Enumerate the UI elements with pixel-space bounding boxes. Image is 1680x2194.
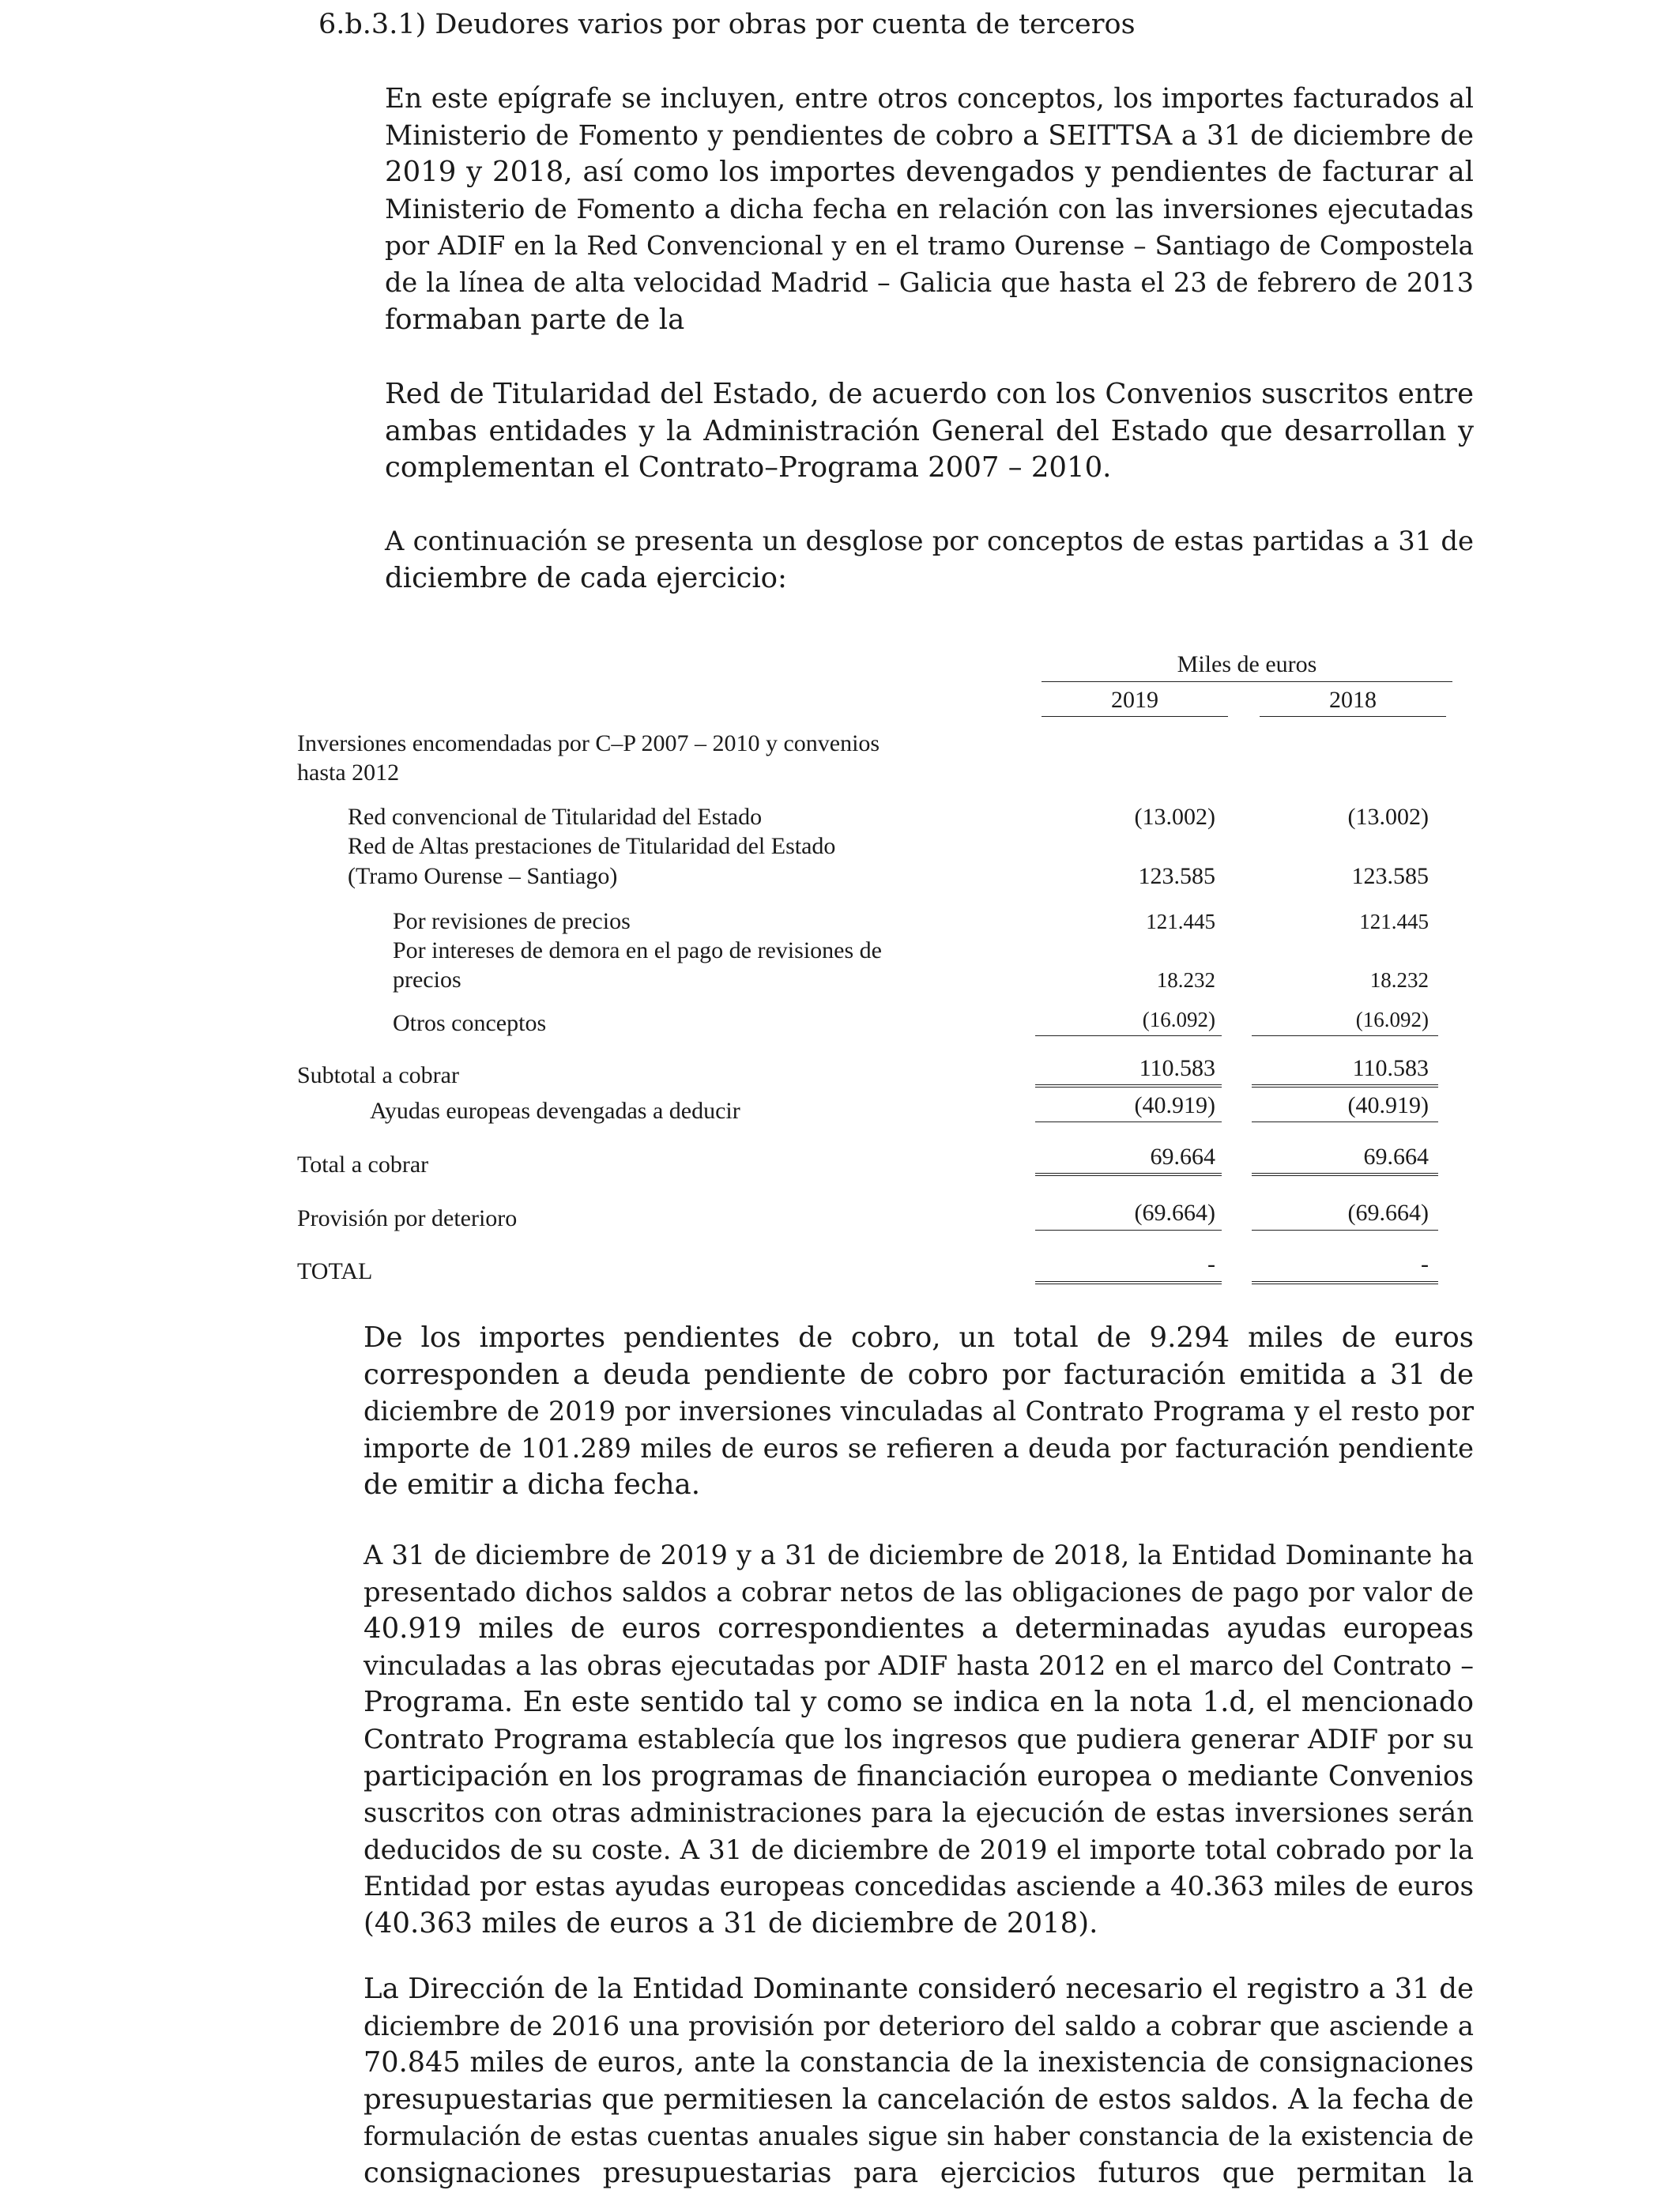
text-line: de emitir a dicha fecha.: [363, 1468, 700, 1502]
cell-2018: 110.583: [1352, 1055, 1429, 1081]
text-line: A 31 de diciembre de 2019 y a 31 de diciembre de 2018, la Entidad Dominante ha: [363, 1540, 1474, 1570]
section-label: hasta 2012: [297, 760, 400, 786]
cell-2018: 69.664: [1363, 1144, 1429, 1170]
column-double-rule-2019: [1035, 1084, 1222, 1088]
cell-2019: (16.092): [1142, 1008, 1215, 1031]
column-header-2019: 2019: [1111, 687, 1158, 713]
column-rule-2019: [1035, 1035, 1222, 1036]
text-line: 40.919 miles de euros correspondientes a determinadas ayudas europeas: [363, 1612, 1474, 1646]
text-line: diciembre de 2019 por inversiones vinculadas al Contrato Programa y el resto por: [363, 1396, 1474, 1427]
column-double-rule-2019: [1035, 1281, 1222, 1284]
text-line: A continuación se presenta un desglose por conceptos de estas partidas a 31 de: [385, 526, 1474, 556]
text-line: presupuestarias que permitiesen la cancelación de estos saldos. A la fecha de: [363, 2083, 1474, 2116]
cell-2018: 123.585: [1351, 863, 1429, 889]
row-label: Red convencional de Titularidad del Estado: [348, 804, 763, 830]
column-rule-2018: [1252, 1035, 1438, 1036]
text-line: complementan el Contrato–Programa 2007 – 2010.: [385, 451, 1112, 484]
cell-2018: (40.919): [1347, 1092, 1429, 1118]
text-line: diciembre de 2016 una provisión por deterioro del saldo a cobrar que asciende a: [363, 2010, 1474, 2042]
text-line: importe de 101.289 miles de euros se refieren a deuda por facturación pendiente: [363, 1432, 1474, 1464]
text-line: consignaciones presupuestarias para ejercicios futuros que permitan la: [363, 2156, 1474, 2189]
column-rule-2018: [1252, 1230, 1438, 1231]
header-rule: [1042, 681, 1452, 682]
cell-2019: (40.919): [1134, 1092, 1215, 1118]
cell-2018: 121.445: [1359, 910, 1429, 933]
cell-2019: 69.664: [1150, 1144, 1215, 1170]
text-line: Ministerio de Fomento a dicha fecha en relación con las inversiones ejecutadas: [385, 193, 1474, 225]
row-label: Por revisiones de precios: [393, 908, 631, 934]
text-line: 2019 y 2018, así como los importes devengados y pendientes de facturar al: [385, 156, 1474, 189]
cell-2019: (69.664): [1134, 1200, 1215, 1226]
row-label: Total a cobrar: [297, 1152, 429, 1178]
paragraph-saldos-netos: [363, 1537, 1474, 1943]
column-rule-2019: [1035, 1230, 1222, 1231]
paragraph-provision: [363, 1971, 1474, 2192]
paragraph-importes-pendientes: [363, 1320, 1474, 1504]
text-line: Ministerio de Fomento y pendientes de cobro a SEITTSA a 31 de diciembre de: [385, 119, 1474, 152]
text-line: En este epígrafe se incluyen, entre otros conceptos, los importes facturados al: [385, 83, 1474, 115]
cell-2019: 110.583: [1139, 1055, 1215, 1081]
text-line: formaban parte de la: [385, 303, 685, 336]
cell-2018: 18.232: [1369, 968, 1429, 992]
row-label: Por intereses de demora en el pago de revisiones de: [393, 937, 882, 963]
text-line: vinculadas a las obras ejecutadas por ADIF hasta 2012 en el marco del Contrato –: [363, 1649, 1474, 1681]
cell-2018: (13.002): [1347, 804, 1429, 830]
text-line: ambas entidades y la Administración General del Estado que desarrollan y: [385, 414, 1474, 447]
row-label: (Tramo Ourense – Santiago): [348, 863, 618, 889]
column-rule-2019: [1042, 716, 1228, 717]
section-heading: 6.b.3.1) Deudores varios por obras por cuenta de terceros: [318, 9, 1136, 40]
cell-2019: -: [1207, 1251, 1215, 1277]
text-line: de la línea de alta velocidad Madrid – Galicia que hasta el 23 de febrero de 2013: [385, 266, 1474, 298]
cell-2018: (16.092): [1355, 1008, 1429, 1031]
row-label: TOTAL: [297, 1258, 373, 1284]
text-line: Red de Titularidad del Estado, de acuerdo con los Convenios suscritos entre: [385, 378, 1474, 410]
section-label: Inversiones encomendadas por C–P 2007 – 2010 y convenios: [297, 730, 880, 756]
row-label: precios: [393, 967, 461, 993]
text-line: De los importes pendientes de cobro, un total de 9.294 miles de euros: [363, 1321, 1474, 1354]
cell-2019: 121.445: [1146, 910, 1215, 933]
table-unit-header: Miles de euros: [1177, 651, 1317, 677]
row-label: Subtotal a cobrar: [297, 1062, 459, 1088]
column-double-rule-2018: [1252, 1084, 1438, 1088]
text-line: corresponden a deuda pendiente de cobro por facturación emitida a 31 de: [363, 1358, 1474, 1391]
cell-2019: 123.585: [1138, 863, 1215, 889]
text-line: deducidos de su coste. A 31 de diciembre de 2019 el importe total cobrado por la: [363, 1834, 1474, 1865]
text-line: presentado dichos saldos a cobrar netos de las obligaciones de pago por valor de: [363, 1576, 1474, 1608]
column-rule-2018: [1260, 716, 1446, 717]
cell-2019: (13.002): [1134, 804, 1215, 830]
text-line: La Dirección de la Entidad Dominante consideró necesario el registro a 31 de: [363, 1973, 1474, 2005]
row-label: Otros conceptos: [393, 1010, 547, 1036]
text-line: por ADIF en la Red Convencional y en el tramo Ourense – Santiago de Compostela: [385, 231, 1474, 262]
text-line: participación en los programas de financiación europea o mediante Convenios: [363, 1759, 1474, 1793]
cell-2019: 18.232: [1156, 968, 1215, 992]
text-line: Programa. En este sentido tal y como se indica en la nota 1.d, el mencionado: [363, 1686, 1474, 1719]
column-double-rule-2019: [1035, 1173, 1222, 1176]
cell-2018: -: [1421, 1251, 1429, 1277]
row-label: Ayudas europeas devengadas a deducir: [370, 1098, 740, 1124]
text-line: suscritos con otras administraciones para la ejecución de estas inversiones serán: [363, 1797, 1474, 1829]
text-line: (40.363 miles de euros a 31 de diciembre de 2018).: [363, 1906, 1098, 1940]
cell-2018: (69.664): [1347, 1200, 1429, 1226]
text-line: Entidad por estas ayudas europeas concedidas asciende a 40.363 miles de euros: [363, 1871, 1474, 1903]
column-double-rule-2018: [1252, 1281, 1438, 1284]
text-line: 70.845 miles de euros, ante la constancia de la inexistencia de consignaciones: [363, 2046, 1474, 2079]
text-line: formulación de estas cuentas anuales sigue sin haber constancia de la existencia de: [363, 2121, 1474, 2152]
text-line: diciembre de cada ejercicio:: [385, 561, 788, 594]
row-label: Red de Altas prestaciones de Titularidad del Estado: [348, 833, 836, 859]
row-label: Provisión por deterioro: [297, 1205, 518, 1231]
text-line: Contrato Programa establecía que los ingresos que pudiera generar ADIF por su: [363, 1723, 1474, 1755]
column-double-rule-2018: [1252, 1173, 1438, 1176]
column-header-2018: 2018: [1329, 687, 1377, 713]
